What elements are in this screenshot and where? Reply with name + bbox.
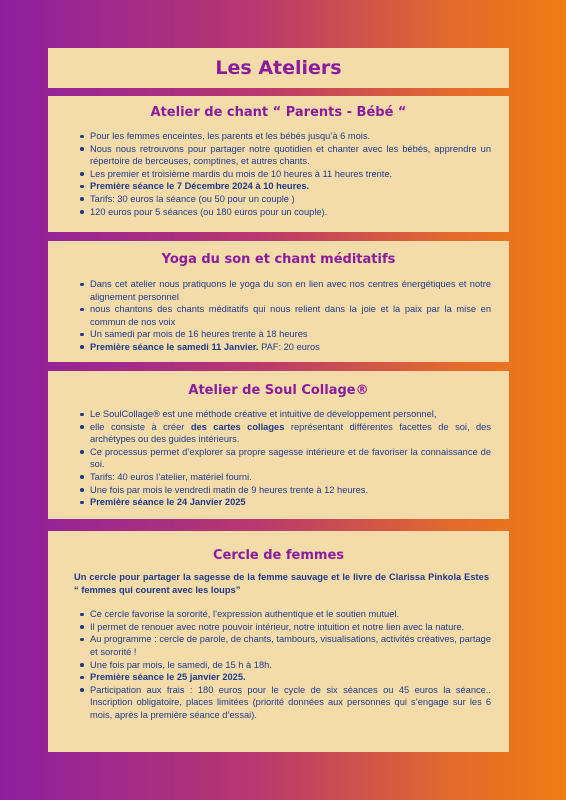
list-item [90,608,491,621]
list-item [90,193,491,206]
item-text: nous chantons des chants méditatifs qui nous relient dans la joie et la paix par la mise en commun de nos voix [90,304,491,327]
list-item [90,341,491,354]
section-intro: Un cercle pour partager la sagesse de la femme sauvage et le livre de Clarissa Pinkola Estes “ femmes qui courent avec les loups” [74,572,489,595]
item-bold-text: Première séance le 24 Janvier 2025 [90,497,246,508]
section-chant-parents-bebe [48,96,509,232]
item-bold-text: des cartes collages [190,421,285,432]
list-item [90,143,491,168]
item-list [48,278,509,354]
list-item [90,621,491,634]
item-text: Les premier et troisième mardis du mois de 10 heures à 11 heures trente. [90,168,393,179]
list-item [90,484,491,497]
item-text: Une fois par mois, le samedi, de 15 h à 18h. [90,659,272,670]
item-text: Au programme : cercle de parole, de chants, tambours, visualisations, activités créatives, partage et sororité ! [90,634,491,657]
section-soul-collage [48,371,509,519]
list-item [90,278,491,303]
title-banner [48,48,509,88]
item-text: Pour les femmes enceintes, les parents et les bébés jusqu’à 6 mois. [90,131,371,141]
list-item [90,421,491,446]
list-item [90,328,491,341]
item-list [48,130,509,218]
item-text: elle consiste à créer [90,421,191,432]
item-text: Le SoulCollage® est une méthode créative et intuitive de développement personnel, [90,409,437,419]
list-item [90,206,491,219]
item-text: Ce processus permet d’explorer sa propre sagesse intérieure et de favoriser la connaissance de soi. [90,446,491,470]
list-item [90,671,491,684]
list-item [90,180,491,193]
item-text: Un samedi par mois de 16 heures trente à 18 heures [90,329,308,340]
section-title: Cercle de femmes [212,548,345,563]
list-item [90,303,491,328]
item-text: Tarifs: 30 euros la séance (ou 50 pour un couple ) [90,193,295,204]
item-text: PAF: 20 euros [258,341,320,352]
list-item [90,633,491,658]
list-item [90,446,491,471]
list-item [90,168,491,181]
item-text: Nous nous retrouvons pour partager notre quotidien et chanter avec les bébés, apprendre un répertoire de berceuses, comptines, et autres chants. [90,143,491,167]
section-title: Atelier de Soul Collage® [188,383,369,398]
page-title: Les Ateliers [215,57,342,79]
item-text: Il permet de renouer avec notre pouvoir intérieur, notre intuition et notre lien avec la nature. [90,621,465,632]
item-text: 120 euros pour 5 séances (ou 180 euros pour un couple). [90,206,328,217]
list-item [90,408,491,421]
list-item [90,659,491,672]
item-text: représentant différentes facettes de soi, des archétypes ou des guides intérieurs. [90,421,491,445]
section-yoga-du-son [48,241,509,362]
item-list [48,408,509,509]
item-text: Tarifs: 40 euros l’atelier, matériel fourni. [90,471,252,482]
item-bold-text: Première séance le 25 janvier 2025. [90,672,246,683]
list-item [90,684,491,722]
item-text: Dans cet atelier nous pratiquons le yoga du son en lien avec nos centres énergétiques et notre alignement personnel [90,279,491,302]
section-cercle-de-femmes [48,531,509,752]
section-title: Atelier de chant “ Parents - Bébé “ [150,105,407,120]
item-text: Ce cercle favorise la sororité, l’expression authentique et le soutien mutuel. [90,609,400,620]
list-item [90,130,491,143]
list-item [90,496,491,509]
section-title: Yoga du son et chant méditatifs [161,252,396,267]
item-list [48,608,509,721]
item-text: Une fois par mois le vendredi matin de 9 heures trente à 12 heures. [90,484,369,495]
item-bold-text: Première séance le 7 Décembre 2024 à 10 heures. [90,181,310,192]
list-item [90,471,491,484]
item-text: Participation aux frais : 180 euros pour le cycle de six séances ou 45 euros la séance.. Inscription obligatoire, places limitées (priorité données aux personnes qui s’engage sur les 6 mois, après la première séance d’essai). [90,684,491,720]
item-bold-text: Première séance le samedi 11 Janvier. [90,341,259,352]
